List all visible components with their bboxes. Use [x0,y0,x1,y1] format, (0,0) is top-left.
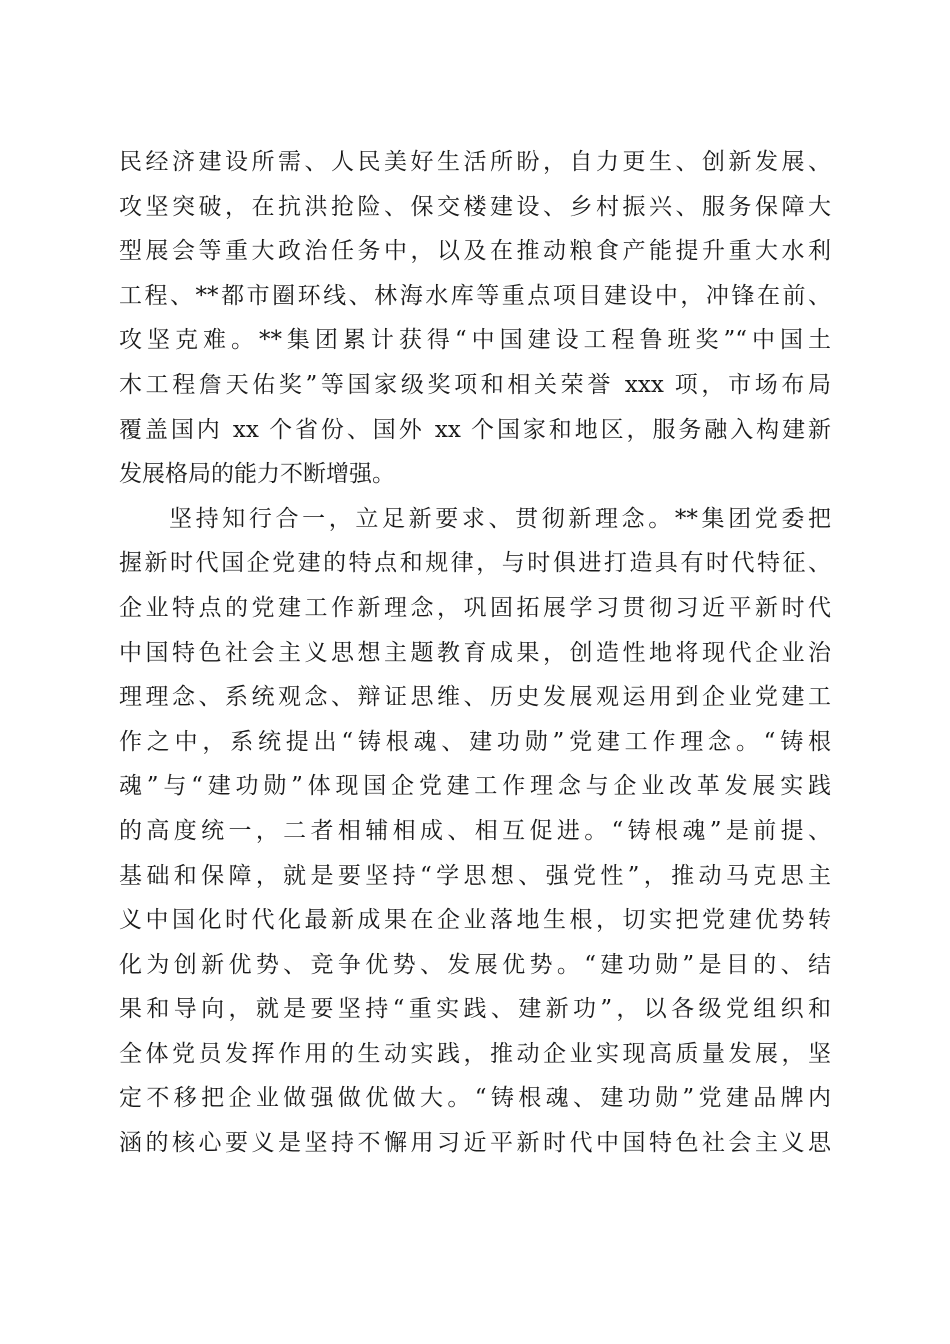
paragraph-1-line-5: 攻坚克难。**集团累计获得“中国建设工程鲁班奖”“中国土 [119,327,831,354]
paragraph-1-line-7: 覆盖国内 xx 个省份、国外 xx 个国家和地区，服务融入构建新 [119,416,831,443]
paragraph-2-line-4: 中国特色社会主义思想主题教育成果，创造性地将现代企业治 [119,639,831,666]
paragraph-1-line-6: 木工程詹天佑奖”等国家级奖项和相关荣誉 xxx 项，市场布局 [119,371,831,398]
paragraph-1-line-1: 民经济建设所需、人民美好生活所盼，自力更生、创新发展、 [119,149,831,175]
paragraph-2-line-1: 坚持知行合一，立足新要求、贯彻新理念。**集团党委把 [169,505,831,532]
paragraph-2-line-11: 化为创新优势、竞争优势、发展优势。“建功勋”是目的、结 [119,951,831,978]
paragraph-1-line-2: 攻坚突破，在抗洪抢险、保交楼建设、乡村振兴、服务保障大 [119,193,831,220]
paragraph-2-line-15: 涵的核心要义是坚持不懈用习近平新时代中国特色社会主义思 [119,1130,831,1157]
paragraph-1-line-3: 型展会等重大政治任务中，以及在推动粮食产能提升重大水利 [119,238,831,265]
paragraph-2-line-5: 理理念、系统观念、辩证思维、历史发展观运用到企业党建工 [119,684,831,711]
paragraph-2-line-14: 定不移把企业做强做优做大。“铸根魂、建功勋”党建品牌内 [119,1085,831,1112]
paragraph-2-line-10: 义中国化时代化最新成果在企业落地生根，切实把党建优势转 [119,907,831,934]
paragraph-2-line-13: 全体党员发挥作用的生动实践，推动企业实现高质量发展，坚 [119,1040,831,1067]
paragraph-2-line-6: 作之中，系统提出“铸根魂、建功勋”党建工作理念。“铸根 [119,728,831,755]
paragraph-2-line-8: 的高度统一，二者相辅相成、相互促进。“铸根魂”是前提、 [119,817,831,844]
paragraph-1-line-8: 发展格局的能力不断增强。 [119,461,395,488]
paragraph-2-line-3: 企业特点的党建工作新理念，巩固拓展学习贯彻习近平新时代 [119,594,831,621]
paragraph-1-line-4: 工程、**都市圈环线、林海水库等重点项目建设中，冲锋在前、 [119,282,831,309]
body-text [119,140,831,1166]
paragraph-2-line-12: 果和导向，就是要坚持“重实践、建新功”，以各级党组织和 [119,996,831,1023]
paragraph-2-line-7: 魂”与“建功勋”体现国企党建工作理念与企业改革发展实践 [119,773,831,800]
paragraph-2-line-9: 基础和保障，就是要坚持“学思想、强党性”，推动马克思主 [119,862,831,889]
paragraph-2-line-2: 握新时代国企党建的特点和规律，与时俱进打造具有时代特征、 [119,550,831,577]
